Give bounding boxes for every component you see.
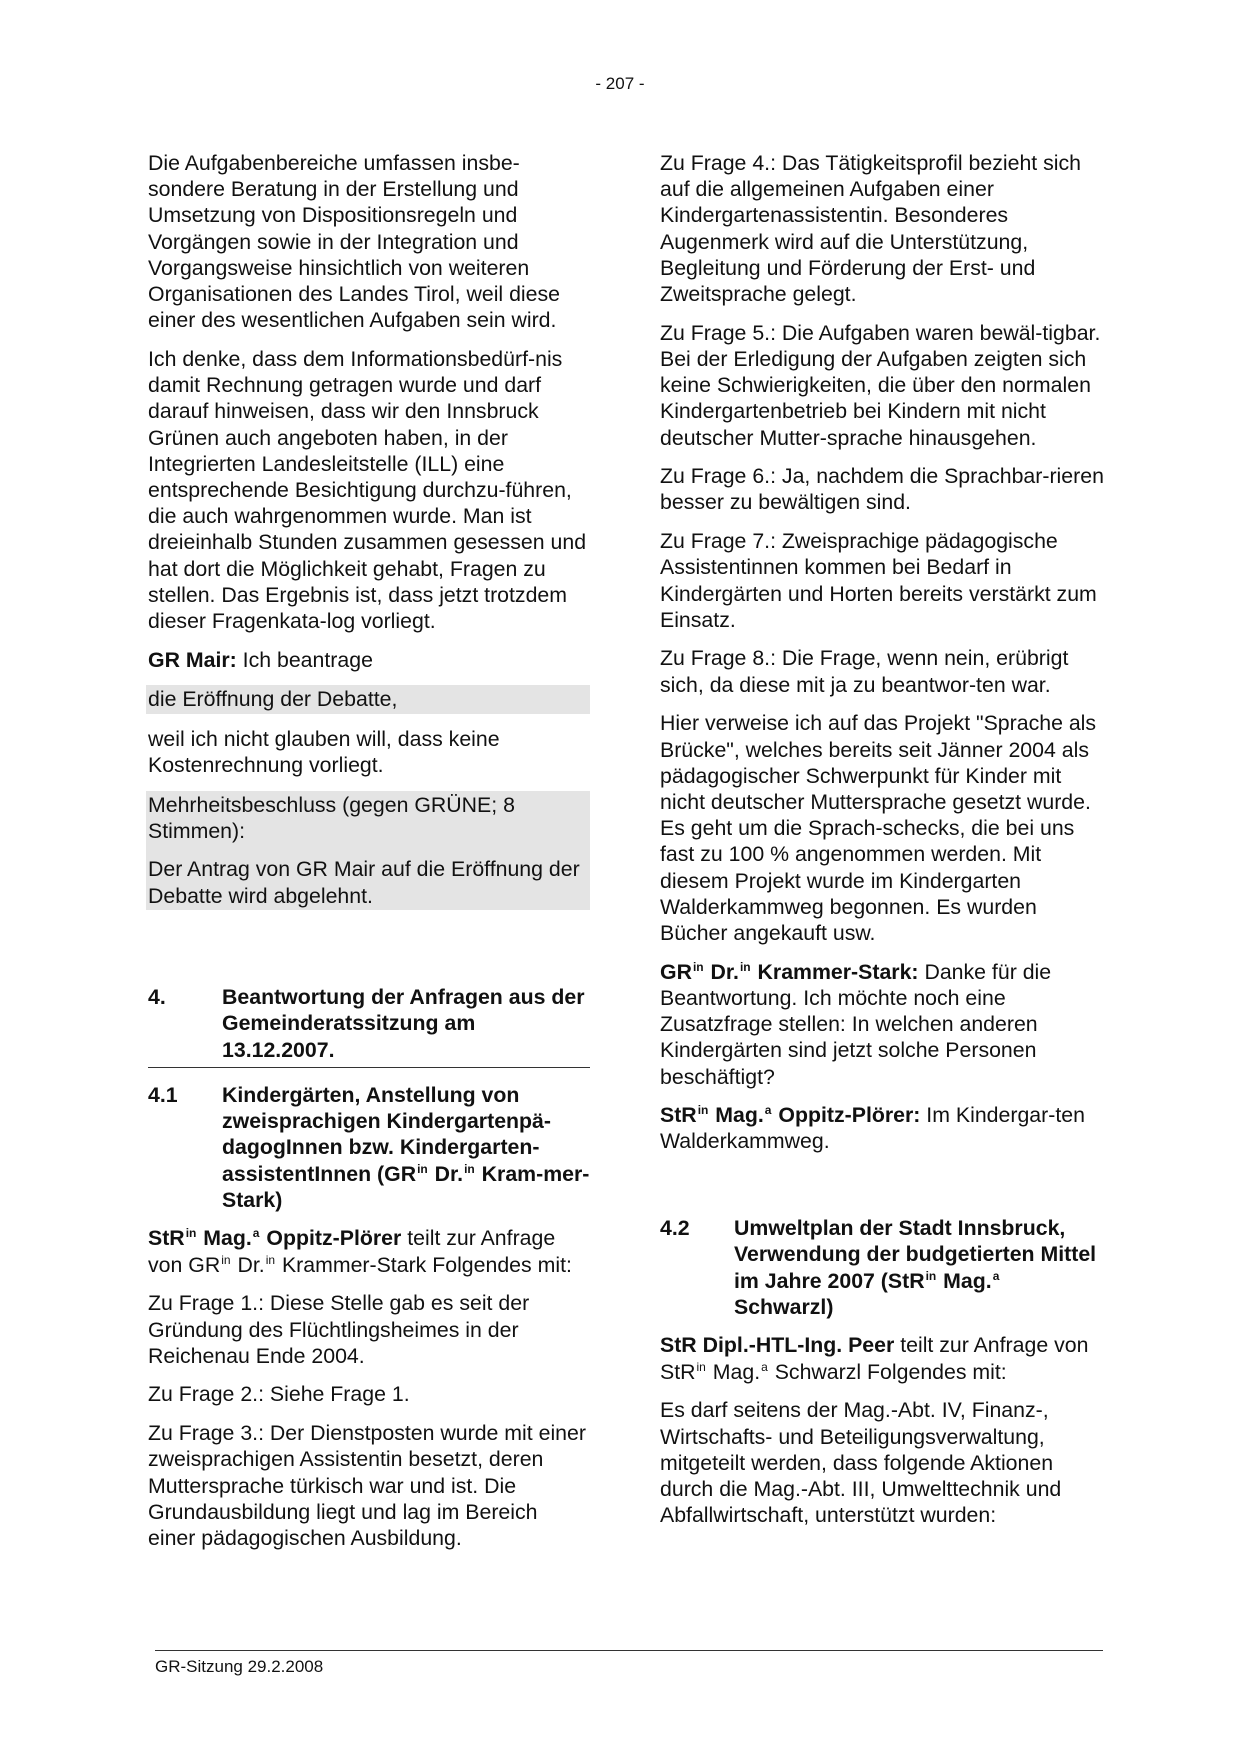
answer-paragraph: Zu Frage 2.: Siehe Frage 1.	[148, 1382, 410, 1407]
speaker-name: StR$^{in}$ Mag.$^a$ Oppitz-Plörer	[148, 1226, 402, 1251]
answer-paragraph: Zu Frage 3.: Der Dienstposten wurde mit einer zweisprachigen Assistentin besetzt, deren Muttersprache türkisch war und ist. Die Grundausbildung liegt und lag im Bereich einer pädagogischen Ausbildung.	[148, 1421, 586, 1550]
paragraph: Ich denke, dass dem Informationsbedürf-nis damit Rechnung getragen wurde und darf darauf hinweisen, dass wir den Innsbruck Grünen auch angeboten haben, in der Integrierten Landesleitstelle (ILL) eine entsprechende Besichtigung durchzu-führen, die auch wahrgenommen wurde. Man ist dreieinhalb Stunden zusammen gesessen und hat dort die Möglichkeit gehabt, Fragen zu stellen. Das Ergebnis ist, dass jetzt trotzdem dieser Fragenkata-log vorliegt.	[148, 346, 587, 633]
highlighted-resolution: Mehrheitsbeschluss (gegen GRÜNE; 8 Stimmen):	[146, 791, 590, 850]
paragraph: Es darf seitens der Mag.-Abt. IV, Finanz-, Wirtschafts- und Beteiligungsverwaltung, mitgeteilt werden, dass folgende Aktionen durch die Mag.-Abt. III, Umwelttechnik und Abfallwirtschaft, unterstützt wurden:	[660, 1398, 1062, 1528]
paragraph: Hier verweise ich auf das Projekt "Sprache als Brücke", welches bereits seit Jänner 2004 als pädagogischer Schwerpunkt für Kinder mit nicht deutscher Muttersprache gesetzt wurde. Es geht um die Sprach-schecks, die bei uns fast zu 100 % angenommen werden. Mit diesem Projekt wurde im Kindergarten Walderkammweg begonnen. Es wurden Bücher angekauft usw.	[660, 711, 1097, 945]
speaker-paragraph: StR$^{in}$ Mag.$^a$ Oppitz-Plörer teilt zur Anfrage von $GR^{in}$ Dr.$^{in}$ Krammer-Stark Folgendes mit:	[148, 1226, 572, 1277]
highlighted-result: Der Antrag von GR Mair auf die Eröffnung der Debatte wird abgelehnt.	[146, 850, 590, 909]
page-number: - 207 -	[595, 74, 645, 93]
answer-paragraph: Zu Frage 6.: Ja, nachdem die Sprachbar-rieren besser zu bewältigen sind.	[660, 464, 1104, 515]
speaker-name: GR Mair:	[148, 647, 237, 672]
section-heading-4	[148, 984, 590, 1068]
section-number: 4.	[148, 985, 166, 1010]
paragraph: weil ich nicht glauben will, dass keine Kostenrechnung vorliegt.	[148, 727, 500, 778]
speaker-paragraph: $GR^{in}$ Dr.$^{in}$ Krammer-Stark: Danke für die Beantwortung. Ich möchte noch eine Zusatzfrage stellen: In welchen anderen Kindergärten sind jetzt solche Personen beschäftigt?	[660, 959, 1052, 1089]
highlighted-motion: die Eröffnung der Debatte,	[146, 685, 590, 713]
speaker-paragraph: StR$^{in}$ Mag.$^a$ Oppitz-Plörer: Im Kindergar-ten Walderkammweg.	[660, 1103, 1085, 1154]
speaker-name: StR Dipl.-HTL-Ing. Peer	[660, 1333, 895, 1358]
section-title: Umweltplan der Stadt Innsbruck, Verwendung der budgetierten Mittel im Jahre 2007 (StR$^{in}$ Mag.$^a$ Schwarzl)	[734, 1216, 1097, 1319]
speaker-paragraph: StR Dipl.-HTL-Ing. Peer teilt zur Anfrage von StR$^{in}$ Mag.$^a$ Schwarzl Folgendes mit:	[660, 1333, 1089, 1384]
answer-paragraph: Zu Frage 5.: Die Aufgaben waren bewäl-tigbar. Bei der Erledigung der Aufgaben zeigten sich keine Schwierigkeiten, die über den normalen Kindergartenbetrieb bei Kindern mit nicht deutscher Mutter-sprache hinausgehen.	[660, 320, 1101, 450]
speaker-paragraph	[148, 647, 590, 673]
speaker-name: StR$^{in}$ Mag.$^a$ Oppitz-Plörer:	[660, 1103, 921, 1128]
section-title: Beantwortung der Anfragen aus der Gemeinderatssitzung am 13.12.2007.	[222, 985, 585, 1062]
section-heading-4-2	[660, 1215, 1105, 1320]
spacer	[660, 1167, 1105, 1215]
section-heading-4-1	[148, 1082, 590, 1213]
page-footer: GR-Sitzung 29.2.2008	[155, 1650, 1103, 1677]
speaker-name: $GR^{in}$ Dr.$^{in}$ Krammer-Stark:	[660, 959, 919, 984]
answer-paragraph: Zu Frage 8.: Die Frage, wenn nein, erübrigt sich, da diese mit ja zu beantwor-ten war.	[660, 646, 1069, 697]
section-title: Kindergärten, Anstellung von zweisprachigen Kindergartenpä-dagogInnen bzw. Kindergarten-assistentInnen ($GR^{in}$ Dr.$^{in}$ Kram-mer-Stark)	[222, 1082, 590, 1212]
answer-paragraph: Zu Frage 4.: Das Tätigkeitsprofil bezieht sich auf die allgemeinen Aufgaben einer Kindergartenassistentin. Besonderes Augenmerk wird auf die Unterstützung, Begleitung und Förderung der Erst- und Zweitsprache gelegt.	[660, 151, 1081, 307]
right-column	[660, 150, 1105, 1541]
left-column	[148, 150, 590, 1564]
answer-paragraph: Zu Frage 1.: Diese Stelle gab es seit der Gründung des Flüchtlingsheimes in der Reichenau Ende 2004.	[148, 1291, 530, 1368]
spacer	[148, 922, 590, 984]
section-number: 4.1	[148, 1082, 178, 1107]
paragraph: Die Aufgabenbereiche umfassen insbe-sondere Beratung in der Erstellung und Umsetzung von Dispositionsregeln und Vorgängen sowie in der Integration und Vorgangsweise hinsichtlich von weiteren Organisationen des Landes Tirol, weil diese einer des wesentlichen Aufgaben sein wird.	[148, 151, 560, 333]
speaker-text: Ich beantrage	[236, 647, 373, 672]
section-number: 4.2	[660, 1216, 690, 1241]
answer-paragraph: Zu Frage 7.: Zweisprachige pädagogische Assistentinnen kommen bei Bedarf in Kindergärten und Horten bereits verstärkt zum Einsatz.	[660, 529, 1097, 632]
